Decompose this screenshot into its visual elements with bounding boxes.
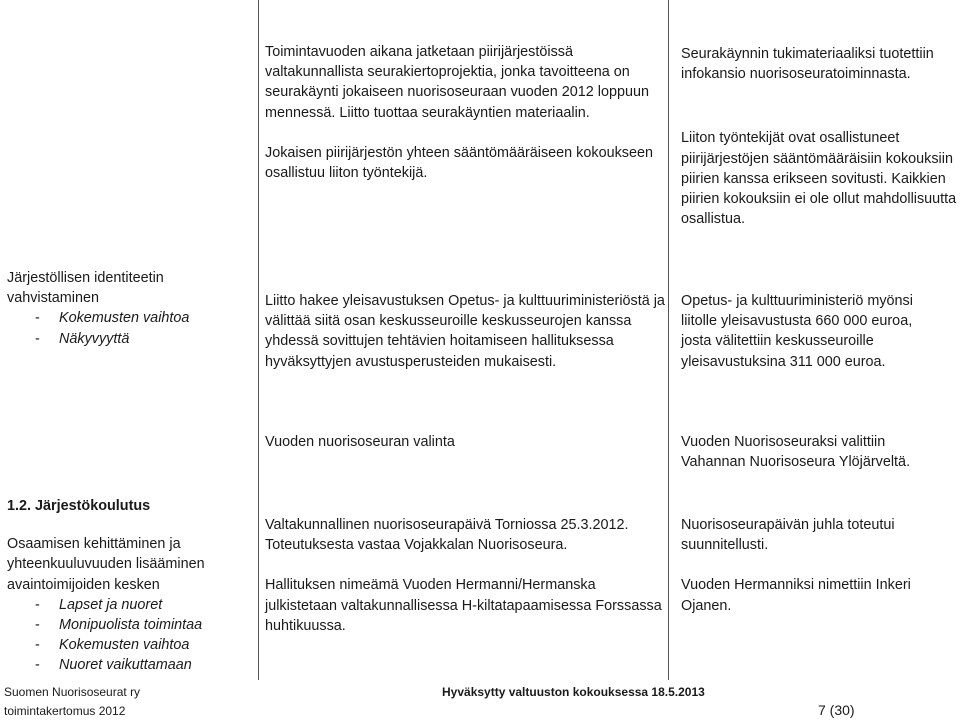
section-title: 1.2. Järjestökoulutus — [7, 498, 151, 514]
row-4-middle-para-2: Hallituksen nimeämä Vuoden Hermanni/Hermanska julkistetaan valtakunnallisessa H-kiltatapaamisessa Forssassa huhtikuussa. — [265, 577, 662, 634]
row-2-right-cell — [681, 291, 943, 372]
row-4-right-cell — [681, 515, 943, 616]
row-4-middle-cell — [265, 515, 665, 636]
row-1-middle-para-1: Toimintavuoden aikana jatketaan piirijärjestöissä valtakunnallista seurakiertoprojektia, jonka tavoitteena on seurakäynti jokaiseen nuorisoseuraan vuoden 2012 loppuun mennessä. Liitto tuottaa seurakäyntien materiaalin. — [265, 44, 650, 121]
row-2-left-cell — [7, 268, 252, 349]
row-3-middle-para-1: Vuoden nuorisoseuran valinta — [265, 434, 455, 450]
row-2-right-para-1: Opetus- ja kulttuuriministeriö myönsi liitolle yleisavustusta 660 000 euroa, josta välitettiin keskusseuroille yleisavustuksina 311 000 euroa. — [681, 293, 913, 370]
row-4-middle-para-1: Valtakunnallinen nuorisoseurapäivä Torniossa 25.3.2012. Toteutuksesta vastaa Vojakkalan Nuorisoseura. — [265, 517, 629, 554]
row-2-middle-cell — [265, 291, 665, 372]
row-4-left-heading: Osaamisen kehittäminen ja yhteenkuuluvuuden lisääminen avaintoimijoiden kesken — [7, 536, 205, 593]
row-3-right-cell — [681, 432, 943, 472]
footer-page-number: 7 (30) — [818, 702, 855, 718]
footer-report: toimintakertomus 2012 — [4, 704, 126, 718]
row-1-right-cell — [681, 44, 959, 229]
list-item: - Nuoret vaikuttamaan — [7, 655, 252, 675]
footer-approved: Hyväksytty valtuuston kokouksessa 18.5.2013 — [442, 685, 705, 699]
row-1-middle-cell — [265, 42, 665, 183]
row-1-right-para-2: Liiton työntekijät ovat osallistuneet piirijärjestöjen sääntömääräisiin kokouksiin piirien kanssa erikseen sovitusti. Kaikkien piirien kokouksiin ei ole ollut mahdollisuutta osallistua. — [681, 130, 957, 228]
column-divider-left — [258, 0, 259, 680]
list-item: - Näkyvyyttä — [7, 329, 252, 349]
row-4-right-para-1: Nuorisoseurapäivän juhla toteutui suunnitellusti. — [681, 517, 895, 554]
list-item: - Monipuolista toimintaa — [7, 615, 252, 635]
footer-org: Suomen Nuorisoseurat ry — [4, 685, 141, 699]
list-item: - Lapset ja nuoret — [7, 595, 252, 615]
list-item: - Kokemusten vaihtoa — [7, 308, 252, 328]
row-1-right-para-1: Seurakäynnin tukimateriaaliksi tuotettiin infokansio nuorisoseuratoiminnasta. — [681, 46, 934, 83]
row-1-middle-para-2: Jokaisen piirijärjestön yhteen sääntömääräiseen kokoukseen osallistuu liiton työntekijä. — [265, 144, 653, 182]
row-4-left-cell — [7, 496, 252, 676]
row-2-middle-para-1: Liitto hakee yleisavustuksen Opetus- ja kulttuuriministeriöstä ja välittää siitä osan keskusseuroille keskusseurojen kanssa yhdessä sovittujen tehtävien hoitamiseen hallituksessa hyväksyttyjen avustusperusteiden mukaisesti. — [265, 293, 665, 370]
row-3-right-para-1: Vuoden Nuorisoseuraksi valittiin Vahannan Nuorisoseura Ylöjärveltä. — [681, 434, 911, 471]
row-2-left-heading: Järjestöllisen identiteetin vahvistaminen — [7, 270, 164, 307]
row-2-left-list — [7, 308, 252, 348]
row-4-right-para-2: Vuoden Hermanniksi nimettiin Inkeri Ojanen. — [681, 577, 911, 614]
list-item: - Kokemusten vaihtoa — [7, 635, 252, 655]
row-3-middle-cell — [265, 432, 665, 452]
row-4-left-list — [7, 595, 252, 676]
column-divider-right — [668, 0, 669, 680]
